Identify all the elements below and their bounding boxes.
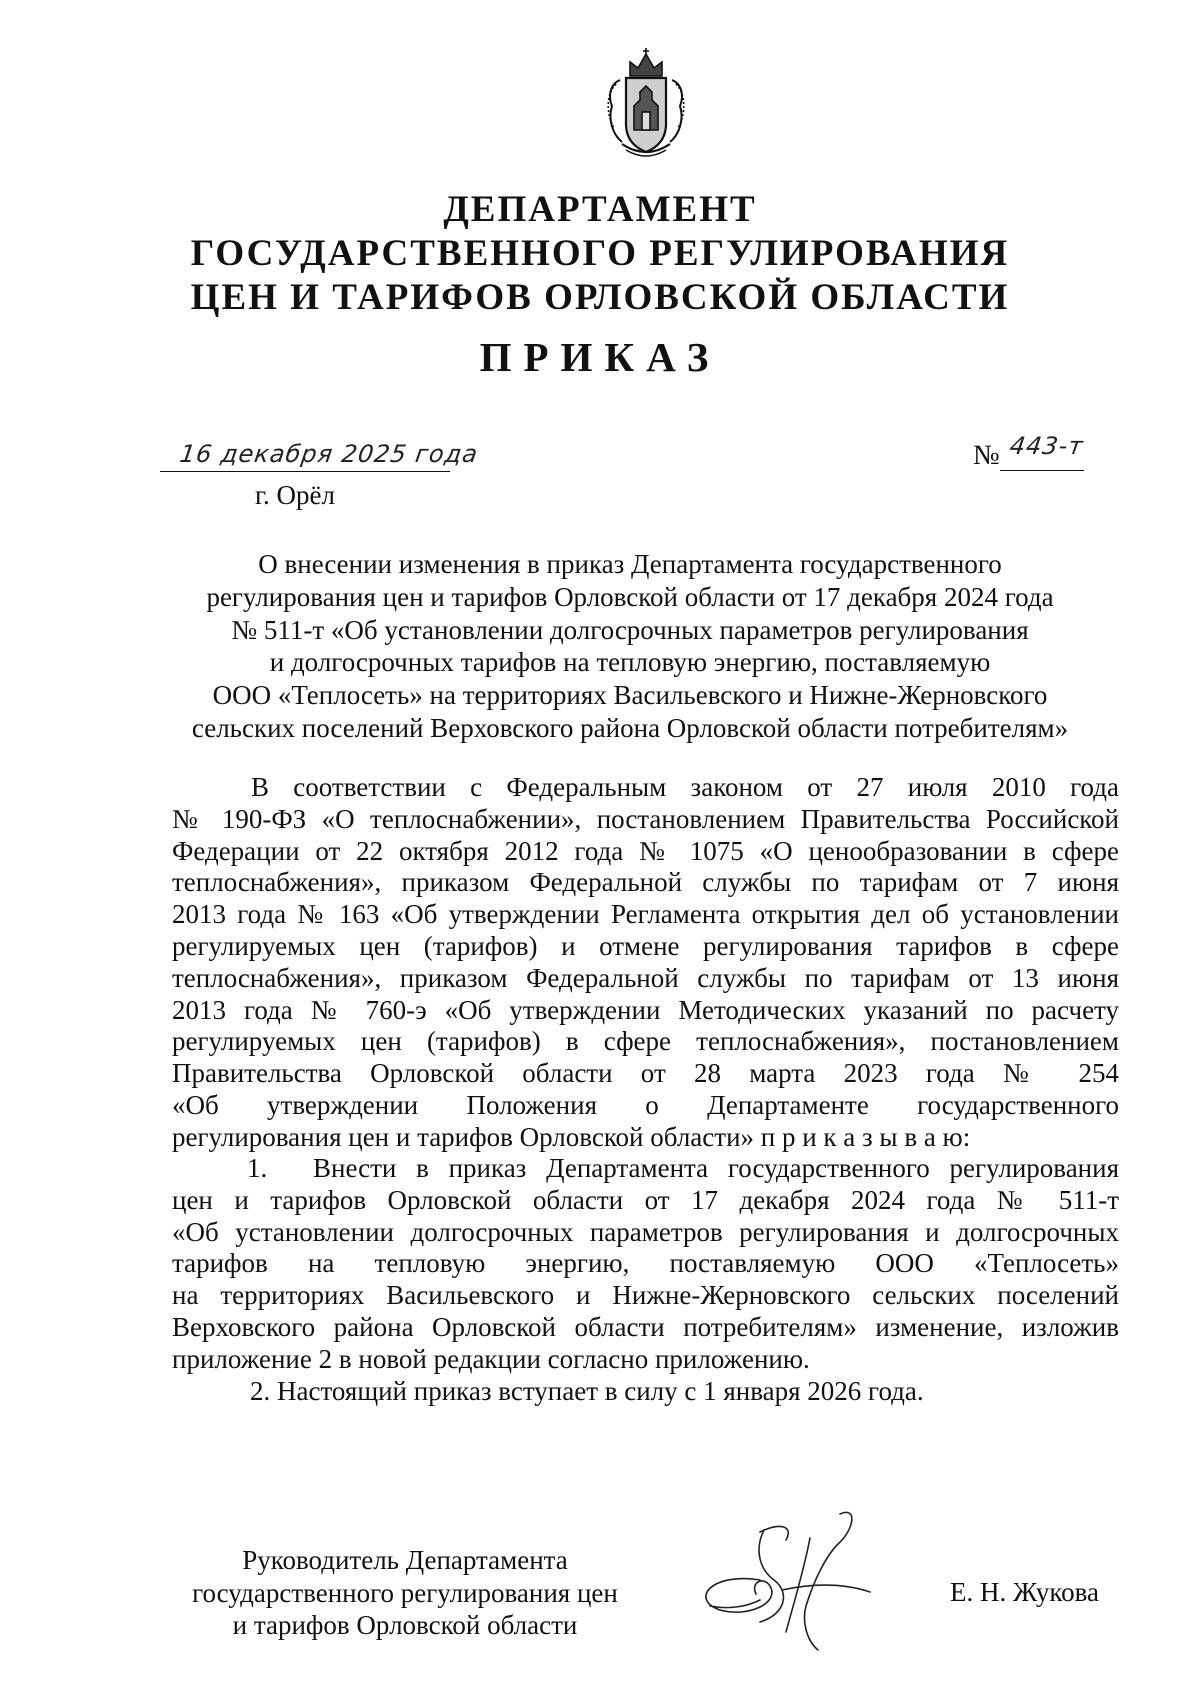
department-name-line-1: ДЕПАРТАМЕНТ xyxy=(443,189,757,230)
preamble-line: № 190-ФЗ «О теплоснабжении», постановлением Правительства Российской xyxy=(172,803,1119,834)
order-subject xyxy=(150,548,1110,745)
subject-line: ООО «Теплосеть» на территориях Васильевского и Нижне-Жерновского xyxy=(212,680,1048,711)
order-number-handwritten: 443-т xyxy=(1008,432,1086,460)
preamble-line: регулируемых цен (тарифов) и отмене регулирования тарифов в сфере xyxy=(172,930,1119,961)
order-number-label: № xyxy=(973,440,1000,471)
preamble-paragraph xyxy=(172,772,1119,1154)
preamble-line: Правительства Орловской области от 28 марта 2023 года № 254 xyxy=(172,1058,1119,1089)
handwritten-signature xyxy=(690,1510,930,1660)
order-date-handwritten: 16 декабря 2025 года xyxy=(178,440,481,468)
subject-line: О внесении изменения в приказ Департамента государственного xyxy=(258,549,1002,579)
preamble-line: теплоснабжения», приказом Федеральной службы по тарифам от 7 июня xyxy=(172,867,1119,898)
preamble-line: теплоснабжения», приказом Федеральной службы по тарифам от 13 июня xyxy=(172,962,1119,993)
department-name-line-2: ГОСУДАРСТВЕННОГО РЕГУЛИРОВАНИЯ xyxy=(190,233,1010,274)
item-1-line xyxy=(172,1153,1119,1185)
item-1-line: цен и тарифов Орловской области от 17 декабря 2024 года № 511-т xyxy=(172,1184,1119,1215)
orel-oblast-coat-of-arms-icon xyxy=(600,44,692,164)
subject-line: сельских поселений Верховского района Орловской области потребителям» xyxy=(191,712,1069,743)
signatory-name: Е. Н. Жукова xyxy=(950,1577,1099,1607)
subject-line: № 511-т «Об установлении долгосрочных параметров регулирования xyxy=(231,614,1029,645)
preamble-line: 2013 года № 163 «Об утверждении Регламента открытия дел об установлении xyxy=(172,899,1119,930)
item-1-line: приложение 2 в новой редакции согласно приложению. xyxy=(172,1343,810,1374)
preamble-line: регулирования цен и тарифов Орловской области» п р и к а з ы в а ю: xyxy=(172,1121,971,1152)
order-item-2: 2. Настоящий приказ вступает в силу с 1 января 2026 года. xyxy=(250,1376,924,1406)
item-1-number: 1. xyxy=(247,1153,268,1183)
item-1-line: Верховского района Орловской области потребителям» изменение, изложив xyxy=(172,1311,1119,1342)
preamble-line: Федерации от 22 октября 2012 года № 1075 «О ценообразовании в сфере xyxy=(172,835,1119,866)
preamble-line: «Об утверждении Положения о Департаменте государственного xyxy=(172,1089,1119,1120)
item-1-line: «Об установлении долгосрочных параметров регулирования и долгосрочных xyxy=(172,1216,1119,1247)
item-1-line: на территориях Васильевского и Нижне-Жерновского сельских поселений xyxy=(172,1280,1119,1311)
signatory-title xyxy=(180,1544,630,1642)
preamble-line: регулируемых цен (тарифов) в сфере теплоснабжения», постановлением xyxy=(172,1026,1119,1057)
order-item-1 xyxy=(172,1153,1119,1376)
signatory-title-line: Руководитель Департамента xyxy=(242,1545,568,1575)
preamble-line: 2013 года № 760-э «Об утверждении Методических указаний по расчету xyxy=(172,994,1119,1025)
subject-line: и долгосрочных тарифов на тепловую энергию, поставляемую xyxy=(269,647,991,678)
signatory-title-line: государственного регулирования цен xyxy=(192,1577,618,1608)
date-underline xyxy=(160,471,450,472)
item-1-text: Внести в приказ Департамента государственного регулирования xyxy=(313,1153,1119,1183)
preamble-line: В соответствии с Федеральным законом от 27 июля 2010 года xyxy=(251,772,1119,802)
subject-line: регулирования цен и тарифов Орловской области от 17 декабря 2024 года xyxy=(206,581,1054,612)
city-name: г. Орёл xyxy=(255,480,335,510)
item-1-line: тарифов на тепловую энергию, поставляемую ООО «Теплосеть» xyxy=(172,1248,1119,1279)
signatory-title-line: и тарифов Орловской области xyxy=(232,1610,578,1640)
document-type-title: ПРИКАЗ xyxy=(479,334,721,380)
department-name-line-3: ЦЕН И ТАРИФОВ ОРЛОВСКОЙ ОБЛАСТИ xyxy=(190,277,1010,318)
number-underline xyxy=(1000,470,1084,471)
